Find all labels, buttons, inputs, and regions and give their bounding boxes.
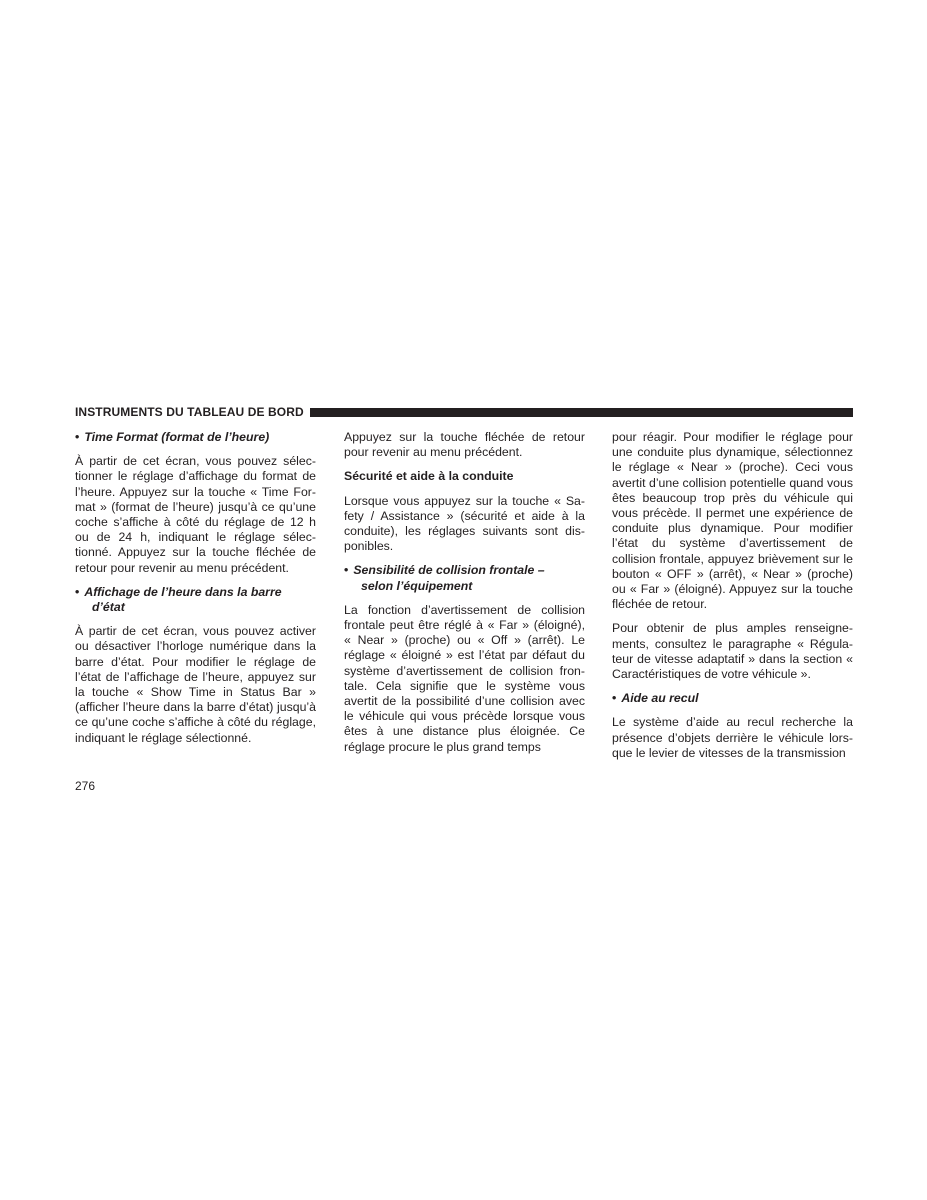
paragraph-collision-continued: pour réagir. Pour modifier le réglage pour une conduite plus dynamique, sélectionnez le réglage « Near » (proche). Ceci vous avertit d’une collision potentielle quand vous êtes beaucoup trop près du véhicule qui vous précède. Il permet une expérience de conduite plus dynamique. Pour modifier l’état du système d’avertissement de collision frontale, appuyez brièvement sur le bouton « OFF » (arrêt), « Near » (proche) ou « Far » (éloigné). Appuyez sur la touche fléchée de retour. — [612, 430, 853, 612]
paragraph-time-format: À partir de cet écran, vous pouvez sélectionner le réglage d’affichage du format de l’heure. Appuyez sur la touche « Time Format » (format de l’heure) jusqu’à ce qu’une coche s’affiche à côté du réglage de 12 h ou de 24 h, indiquant le réglage sélectionné. Appuyez sur la touche fléchée de retour pour revenir au menu précédent. — [75, 454, 316, 575]
text-column-1 — [75, 430, 316, 755]
page-number: 276 — [75, 779, 96, 793]
bullet-heading-park-assist: • Aide au recul — [612, 691, 699, 706]
bullet-heading-status-bar-time: • Affichage de l’heure dans la barre d’état — [75, 584, 282, 615]
bullet-heading-collision-sensitivity: • Sensibilité de collision frontale – selon l’équipement — [344, 563, 545, 593]
header-rule — [310, 408, 853, 417]
bullet-heading-time-format: • Time Format (format de l’heure) — [75, 430, 270, 444]
bullet-dot: • — [75, 430, 80, 444]
bullet-dot: • — [344, 563, 349, 578]
bullet-dot: • — [612, 691, 617, 706]
paragraph-collision-sensitivity: La fonction d’avertissement de collision frontale peut être réglé à « Far » (éloigné), « Near » (proche) ou « Off » (arrêt). Le réglage « éloigné » est l’état par défaut du système d’avertissement de collision frontale. Cela signifie que le système vous avertit de la possibilité d’une collision avec le véhicule qui vous précède lorsque vous êtes à une distance plus éloignée. Ce réglage procure le plus grand temps — [344, 602, 585, 754]
subheading-safety-assistance: Sécurité et aide à la conduite — [344, 469, 514, 484]
text-column-3 — [612, 430, 853, 770]
section-title: INSTRUMENTS DU TABLEAU DE BORD — [75, 405, 304, 419]
bullet-dot: • — [75, 584, 80, 599]
paragraph-park-assist: Le système d’aide au recul recherche la présence d’objets derrière le véhicule lorsque le levier de vitesses de la transmission — [612, 715, 853, 760]
paragraph-back-arrow: Appuyez sur la touche fléchée de retour pour revenir au menu précédent. — [344, 430, 585, 460]
paragraph-status-bar-time: À partir de cet écran, vous pouvez activer ou désactiver l’horloge numérique dans la barre d’état. Pour modifier le réglage de l’état de l’affichage de l’heure, appuyez sur la touche « Show Time in Status Bar » (afficher l’heure dans la barre d’état) jusqu’à ce qu’une coche s’affiche à côté du réglage, indiquant le réglage sélectionné. — [75, 624, 316, 745]
paragraph-safety-assistance: Lorsque vous appuyez sur la touche « Safety / Assistance » (sécurité et aide à la conduite), les réglages suivants sont disponibles. — [344, 493, 585, 554]
section-header — [75, 404, 853, 420]
text-column-2 — [344, 430, 585, 764]
paragraph-more-info: Pour obtenir de plus amples renseignements, consultez le paragraphe « Régulateur de vitesse adaptatif » dans la section « Caractéristiques de votre véhicule ». — [612, 621, 853, 682]
